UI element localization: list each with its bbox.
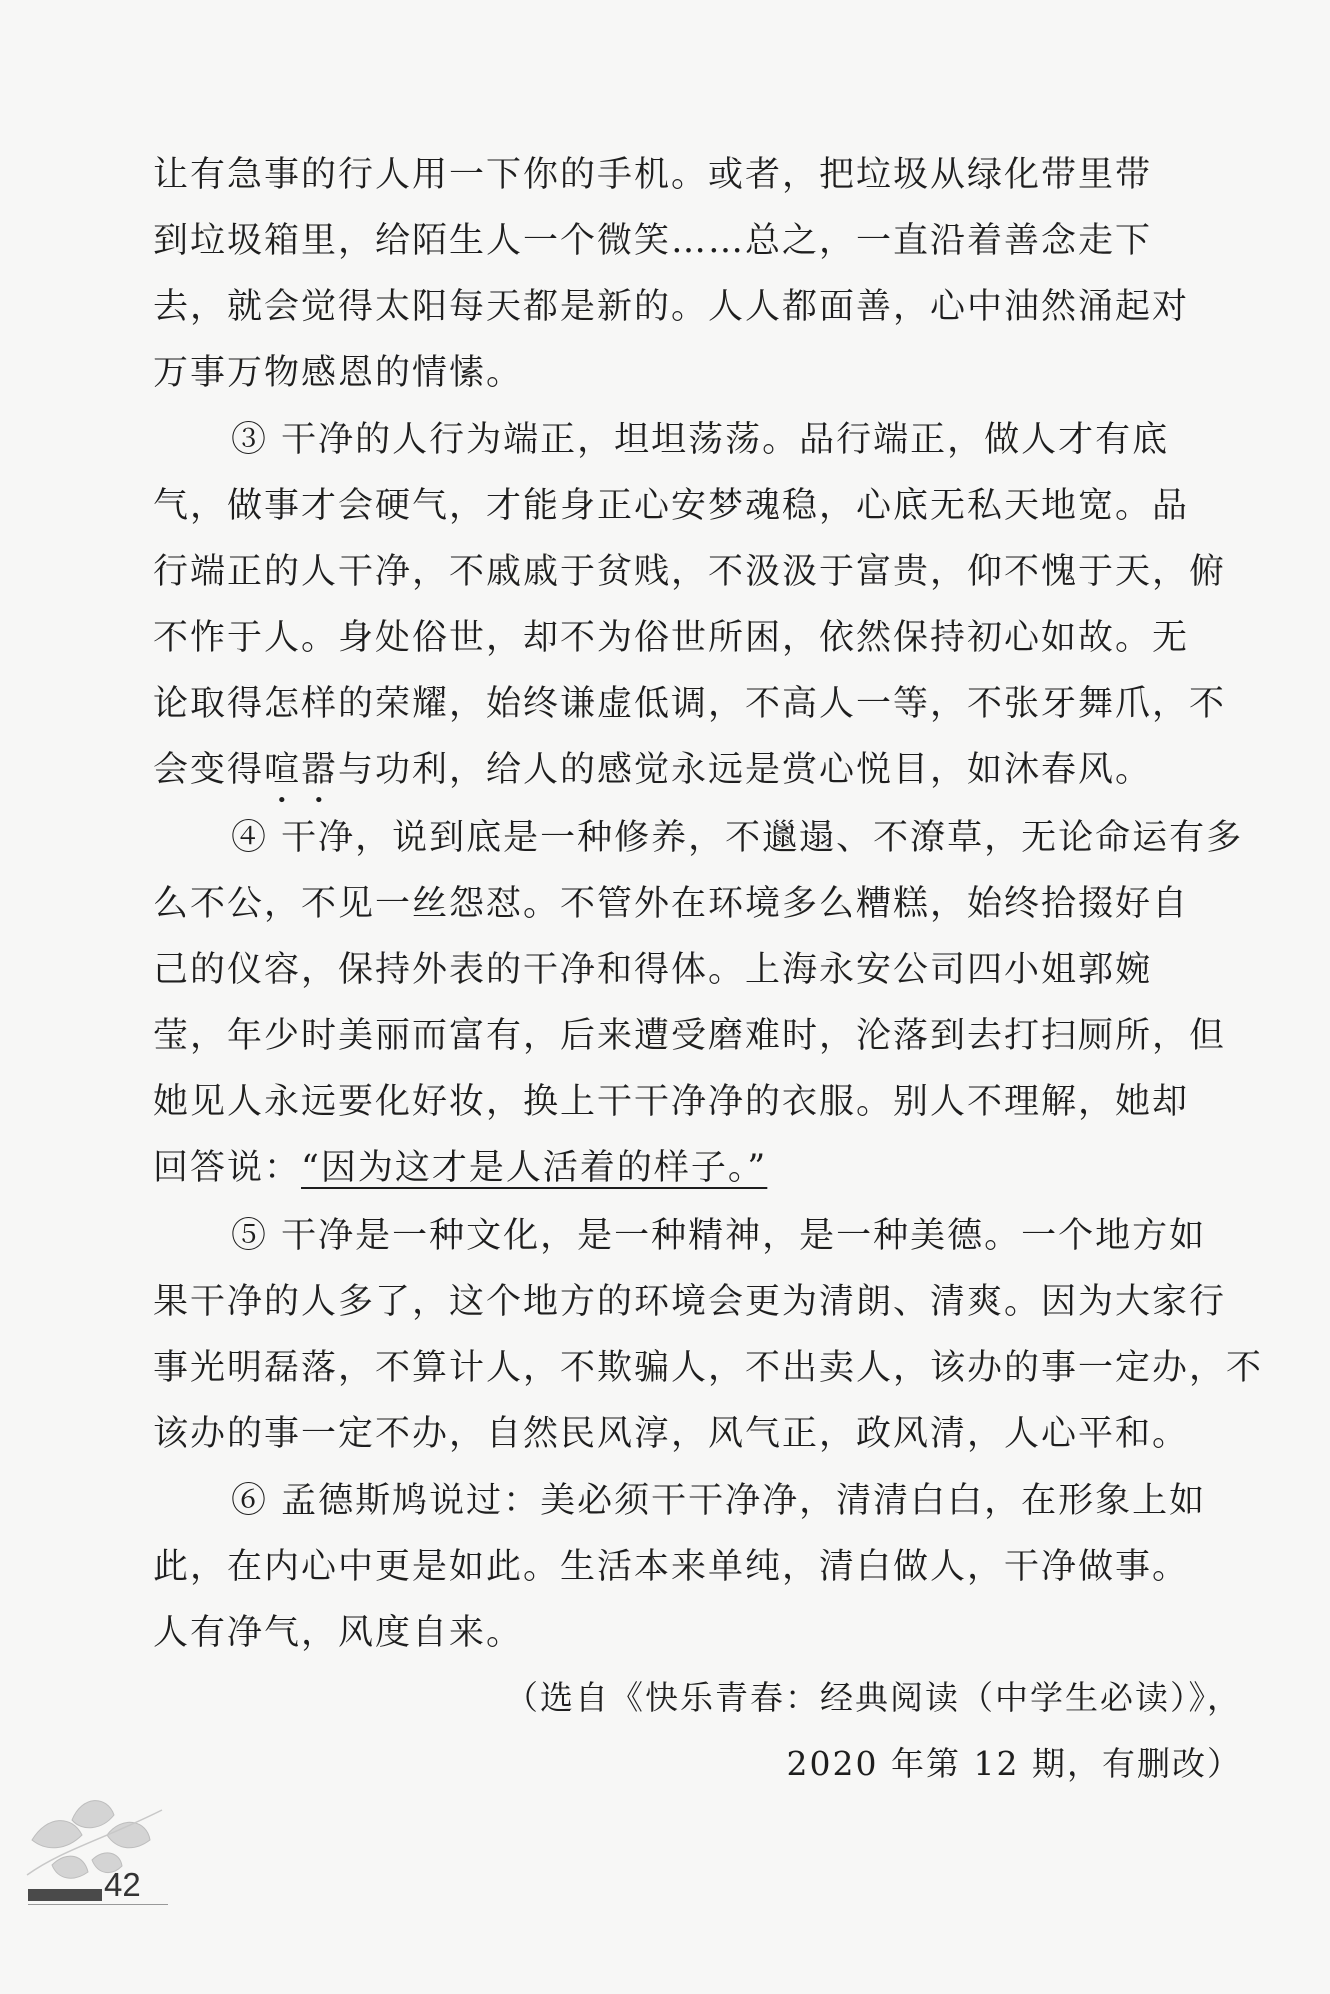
text-line: 让有急事的行人用一下你的手机。或者，把垃圾从绿化带里带 xyxy=(153,155,1153,195)
text-line: 己的仪容，保持外表的干净和得体。上海永安公司四小姐郭婉 xyxy=(153,950,1153,990)
text-line: 事光明磊落，不算计人，不欺骗人，不出卖人，该办的事一定办，不 xyxy=(153,1348,1264,1388)
text-line xyxy=(153,1135,1243,1201)
text-line: 该办的事一定不办，自然民风淳，风气正，政风清，人心平和。 xyxy=(153,1414,1190,1454)
footer-rule xyxy=(28,1904,168,1905)
text-line: ③ 干净的人行为端正，坦坦荡荡。品行端正，做人才有底 xyxy=(231,420,1170,460)
paragraph-5 xyxy=(153,1203,1264,1467)
text-fragment: 与功利，给人的感觉永远是赏心悦目，如沐春风。 xyxy=(338,750,1153,790)
text-line: 去，就会觉得太阳每天都是新的。人人都面善，心中油然涌起对 xyxy=(153,287,1190,327)
source-citation-line-1: （选自《快乐青春：经典阅读（中学生必读）》， xyxy=(505,1678,1242,1717)
paragraph-2-continuation xyxy=(153,142,1243,406)
text-line: 气，做事才会硬气，才能身正心安梦魂稳，心底无私天地宽。品 xyxy=(153,486,1190,526)
text-line: 她见人永远要化好妆，换上干干净净的衣服。别人不理解，她却 xyxy=(153,1082,1190,1122)
text-line: ⑥ 孟德斯鸠说过：美必须干干净净，清清白白，在形象上如 xyxy=(231,1481,1207,1521)
text-line: 人有净气，风度自来。 xyxy=(153,1613,524,1653)
text-line: 莹，年少时美丽而富有，后来遭受磨难时，沦落到去打扫厕所，但 xyxy=(153,1016,1227,1056)
paragraph-4 xyxy=(153,805,1243,1201)
text-line: 此，在内心中更是如此。生活本来单纯，清白做人，干净做事。 xyxy=(153,1547,1190,1587)
text-line: ⑤ 干净是一种文化，是一种精神，是一种美德。一个地方如 xyxy=(231,1216,1207,1256)
text-line xyxy=(153,737,1243,811)
page-number: 42 xyxy=(104,1866,141,1903)
footer-bar xyxy=(28,1889,102,1901)
text-line: 行端正的人干净，不戚戚于贫贱，不汲汲于富贵，仰不愧于天，俯 xyxy=(153,552,1227,592)
text-fragment: 会变得 xyxy=(153,750,265,790)
emphasis-dotted-word: 喧嚣 xyxy=(264,750,339,790)
paragraph-3 xyxy=(153,407,1243,811)
underlined-quote: “因为这才是人活着的样子。” xyxy=(301,1148,768,1188)
text-line: 万事万物感恩的情愫。 xyxy=(153,353,524,393)
text-line: 不怍于人。身处俗世，却不为俗世所困，依然保持初心如故。无 xyxy=(153,618,1190,658)
text-line: ④ 干净，说到底是一种修养，不邋遢、不潦草，无论命运有多 xyxy=(231,818,1244,858)
text-fragment: 回答说： xyxy=(153,1148,302,1188)
text-line: 么不公，不见一丝怨怼。不管外在环境多么糟糕，始终拾掇好自 xyxy=(153,884,1190,924)
text-line: 到垃圾箱里，给陌生人一个微笑……总之，一直沿着善念走下 xyxy=(153,221,1153,261)
text-line: 果干净的人多了，这个地方的环境会更为清朗、清爽。因为大家行 xyxy=(153,1282,1227,1322)
paragraph-6 xyxy=(153,1468,1243,1666)
source-citation-line-2: 2020 年第 12 期，有删改） xyxy=(786,1744,1242,1783)
leaf-decoration-icon xyxy=(22,1780,172,1890)
text-line: 论取得怎样的荣耀，始终谦虚低调，不高人一等，不张牙舞爪，不 xyxy=(153,684,1227,724)
